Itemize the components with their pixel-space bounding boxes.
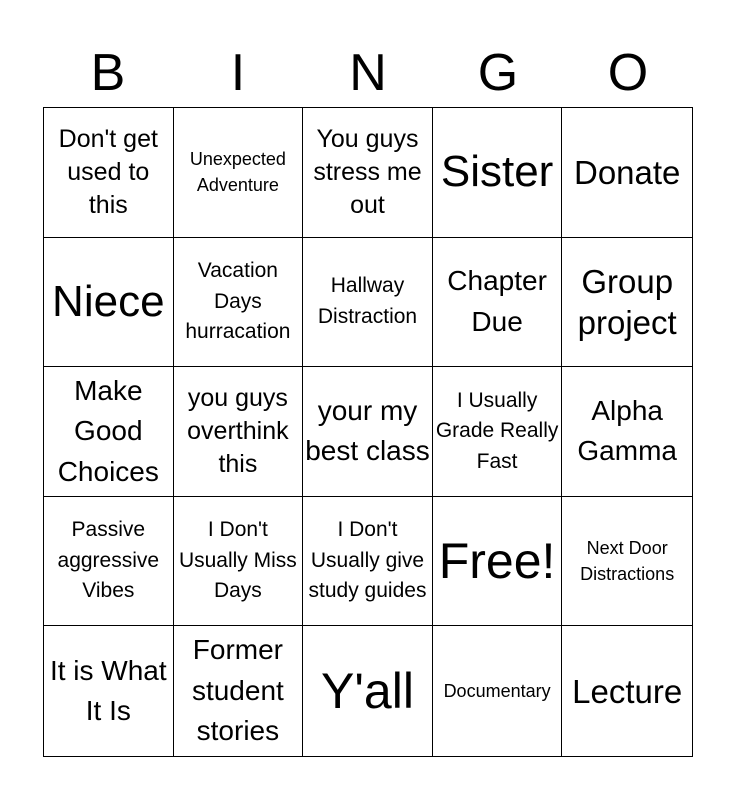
bingo-cell[interactable] — [174, 108, 304, 238]
bingo-board — [43, 107, 693, 757]
cell-text: Passive aggressive Vibes — [57, 518, 160, 603]
bingo-cell[interactable] — [44, 497, 174, 627]
cell-text: Lecture — [572, 672, 683, 710]
cell-text: Donate — [573, 153, 681, 191]
header-letter-i: I — [230, 44, 246, 102]
bingo-cell[interactable] — [174, 497, 304, 627]
bingo-cell[interactable] — [433, 238, 563, 368]
bingo-cell[interactable] — [433, 497, 563, 627]
cell-text: It is What It Is — [49, 654, 167, 727]
header-letter-n: N — [349, 44, 387, 102]
cell-text: you guys overthink this — [187, 383, 289, 478]
cell-text: your my best class — [305, 394, 430, 467]
cell-text: You guys stress me out — [313, 124, 422, 219]
header-letter-b: B — [90, 44, 126, 102]
free-space-text: Free! — [438, 532, 556, 589]
bingo-cell[interactable] — [433, 626, 563, 756]
bingo-cell[interactable] — [562, 367, 692, 497]
cell-text: Unexpected Adventure — [189, 149, 286, 196]
bingo-header — [43, 40, 693, 106]
bingo-cell[interactable] — [562, 238, 692, 368]
bingo-cell[interactable] — [303, 497, 433, 627]
bingo-cell[interactable] — [303, 367, 433, 497]
header-letter-o: O — [607, 44, 649, 102]
cell-text: I Usually Grade Really Fast — [435, 388, 559, 473]
cell-text: Next Door Distractions — [580, 538, 675, 585]
bingo-cell[interactable] — [433, 367, 563, 497]
cell-text: I Don't Usually Miss Days — [178, 518, 297, 603]
bingo-cell[interactable] — [44, 367, 174, 497]
bingo-cell[interactable] — [562, 497, 692, 627]
bingo-cell[interactable] — [562, 108, 692, 238]
header-letter-g: G — [477, 44, 519, 102]
cell-text: Niece — [52, 276, 165, 326]
cell-text: Chapter Due — [447, 265, 547, 337]
cell-text: Sister — [440, 147, 554, 197]
cell-text: Documentary — [443, 681, 551, 702]
bingo-cell[interactable] — [174, 367, 304, 497]
cell-text: Make Good Choices — [57, 374, 159, 487]
cell-text: Hallway Distraction — [317, 274, 418, 328]
bingo-cell[interactable] — [303, 238, 433, 368]
bingo-cell[interactable] — [562, 626, 692, 756]
cell-text: Former student stories — [191, 634, 284, 747]
bingo-cell[interactable] — [44, 238, 174, 368]
cell-text: Alpha Gamma — [577, 394, 677, 467]
cell-text: Don't get used to this — [58, 124, 158, 219]
cell-text: Y'all — [321, 662, 414, 719]
bingo-cell[interactable] — [433, 108, 563, 238]
cell-text: Vacation Days hurracation — [185, 259, 291, 344]
bingo-cell[interactable] — [44, 626, 174, 756]
bingo-cell[interactable] — [174, 626, 304, 756]
bingo-cell[interactable] — [174, 238, 304, 368]
cell-text: Group project — [577, 262, 677, 341]
bingo-cell[interactable] — [303, 626, 433, 756]
bingo-cell[interactable] — [44, 108, 174, 238]
bingo-cell[interactable] — [303, 108, 433, 238]
cell-text: I Don't Usually give study guides — [308, 518, 427, 603]
